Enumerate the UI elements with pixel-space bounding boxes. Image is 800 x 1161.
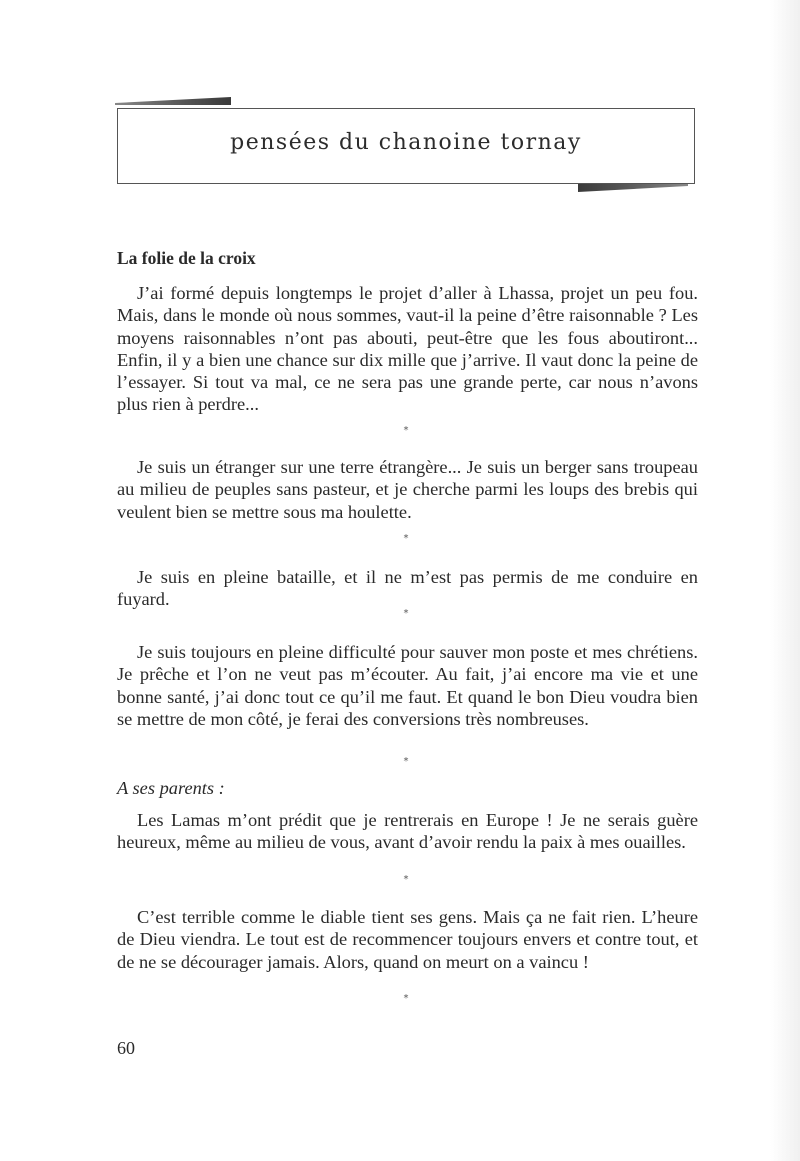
page-number: 60	[117, 1038, 135, 1058]
decorative-bar-top	[115, 97, 231, 105]
page-edge-shadow	[770, 0, 800, 1161]
decorative-bar-bottom	[578, 184, 688, 192]
paragraph-1: J’ai formé depuis longtemps le projet d’aller à Lhassa, projet un peu fou. Mais, dans le monde où nous sommes, vaut-il la peine d’être raisonnable ? Les moyens raisonnables n’ont pas abouti, peut-être que les fous aboutiront... Enfin, il y a bien une chance sur dix mille que j’arrive. Il vaut donc la peine de l’essayer. Si tout va mal, ce ne sera pas une grande perte, car nous n’avons plus rien à perdre...	[117, 283, 698, 415]
separator-asterisk: *	[403, 874, 409, 885]
paragraph-5: Les Lamas m’ont prédit que je rentrerais en Europe ! Je ne serais guère heureux, même au milieu de vous, avant d’avoir rendu la paix à mes ouailles.	[117, 810, 698, 853]
paragraph-4: Je suis toujours en pleine difficulté pour sauver mon poste et mes chrétiens. Je prêche et l’on ne veut pas m’écouter. Au fait, j’ai encore ma vie et une bonne santé, j’ai donc tout ce qu’il me faut. Et quand le bon Dieu voudra bien se mettre de mon côté, je ferai des conversions très nombreuses.	[117, 642, 698, 729]
separator-asterisk: *	[403, 993, 409, 1004]
page-title: pensées du chanoine tornay	[230, 130, 582, 155]
section-heading: La folie de la croix	[117, 248, 256, 268]
separator-asterisk: *	[403, 756, 409, 767]
separator-asterisk: *	[403, 425, 409, 436]
paragraph-2: Je suis un étranger sur une terre étrangère... Je suis un berger sans troupeau au milieu de peuples sans pasteur, et je cherche parmi les loups des brebis qui veulent bien se mettre sous ma houlette.	[117, 457, 698, 522]
italic-label: A ses parents :	[117, 778, 225, 798]
paragraph-3: Je suis en pleine bataille, et il ne m’est pas permis de me conduire en fuyard.	[117, 567, 698, 610]
separator-asterisk: *	[403, 608, 409, 619]
paragraph-6: C’est terrible comme le diable tient ses gens. Mais ça ne fait rien. L’heure de Dieu viendra. Le tout est de recommencer toujours envers et contre tout, et de ne se décourager jamais. Alors, quand on meurt on a vaincu !	[117, 907, 698, 972]
title-frame	[117, 108, 695, 184]
separator-asterisk: *	[403, 533, 409, 544]
